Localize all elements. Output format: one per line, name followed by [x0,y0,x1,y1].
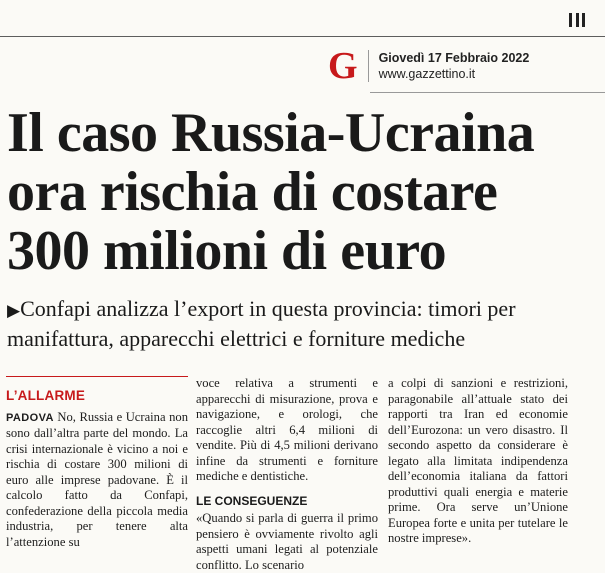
masthead-info [379,50,530,82]
masthead-divider [368,50,369,82]
site-link[interactable]: www.gazzettino.it [378,67,476,81]
headline [7,104,534,281]
article-column-3 [388,376,568,547]
dateline: PADOVA [6,411,54,424]
headline-line: ora rischia di costare [7,161,498,223]
masthead-rule [370,92,605,93]
triangle-marker-icon: ▶ [7,301,21,320]
subheadline-text: Confapi analizza l’export in questa provincia: timori per manifattura, apparecchi elettrici e forniture mediche [7,296,516,351]
article-paragraph: a colpi di sanzioni e restrizioni, paragonabile all’attuale stato dei rapporti tra Iran ed economie dell’Eurozona: un vero disastro. Il secondo aspetto da considerare è legato alla limitata indipendenza dell’economia italiana da fattori produttivi quali energia e materie prime. Ora serve un’Unione Europea forte e unita per tutelare le nostre imprese». [388,376,568,545]
headline-line: 300 milioni di euro [7,220,447,282]
article-column-2 [196,376,378,573]
article-column-1 [6,376,188,550]
article-paragraph [6,410,188,551]
subheadline [7,295,602,353]
menu-icon[interactable] [569,13,585,27]
article-paragraph: voce relativa a strumenti e apparecchi di misurazione, prova e navigazione, e orologi, che raccoglie altri 6,4 milioni di vendite. Più di 4,5 milioni derivano infine da strumenti e forniture mediche e dentistiche. [196,376,378,483]
headline-line: Il caso Russia-Ucraina [7,102,535,164]
issue-date: Giovedì 17 Febbraio 2022 [378,51,530,65]
section-label: LE CONSEGUENZE [196,493,308,508]
gazzettino-logo[interactable]: G [328,45,358,87]
masthead [328,45,530,87]
top-divider [0,36,605,37]
top-bar [0,0,605,40]
article-paragraph: «Quando si parla di guerra il primo pensiero è ovviamente rivolto agli aspetti umani legati al potenziale conflitto. Lo scenario [196,511,378,572]
kicker: L’ALLARME [6,388,86,403]
paragraph-text: No, Russia e Ucraina non sono dall’altra parte del mondo. La crisi internazionale è vicino a noi e rischia di costare 300 milioni di euro alle imprese padovane. È il calcolo fatto da Confapi, confederazione della piccola media industria, per tenere alta l’attenzione su [6,409,188,549]
